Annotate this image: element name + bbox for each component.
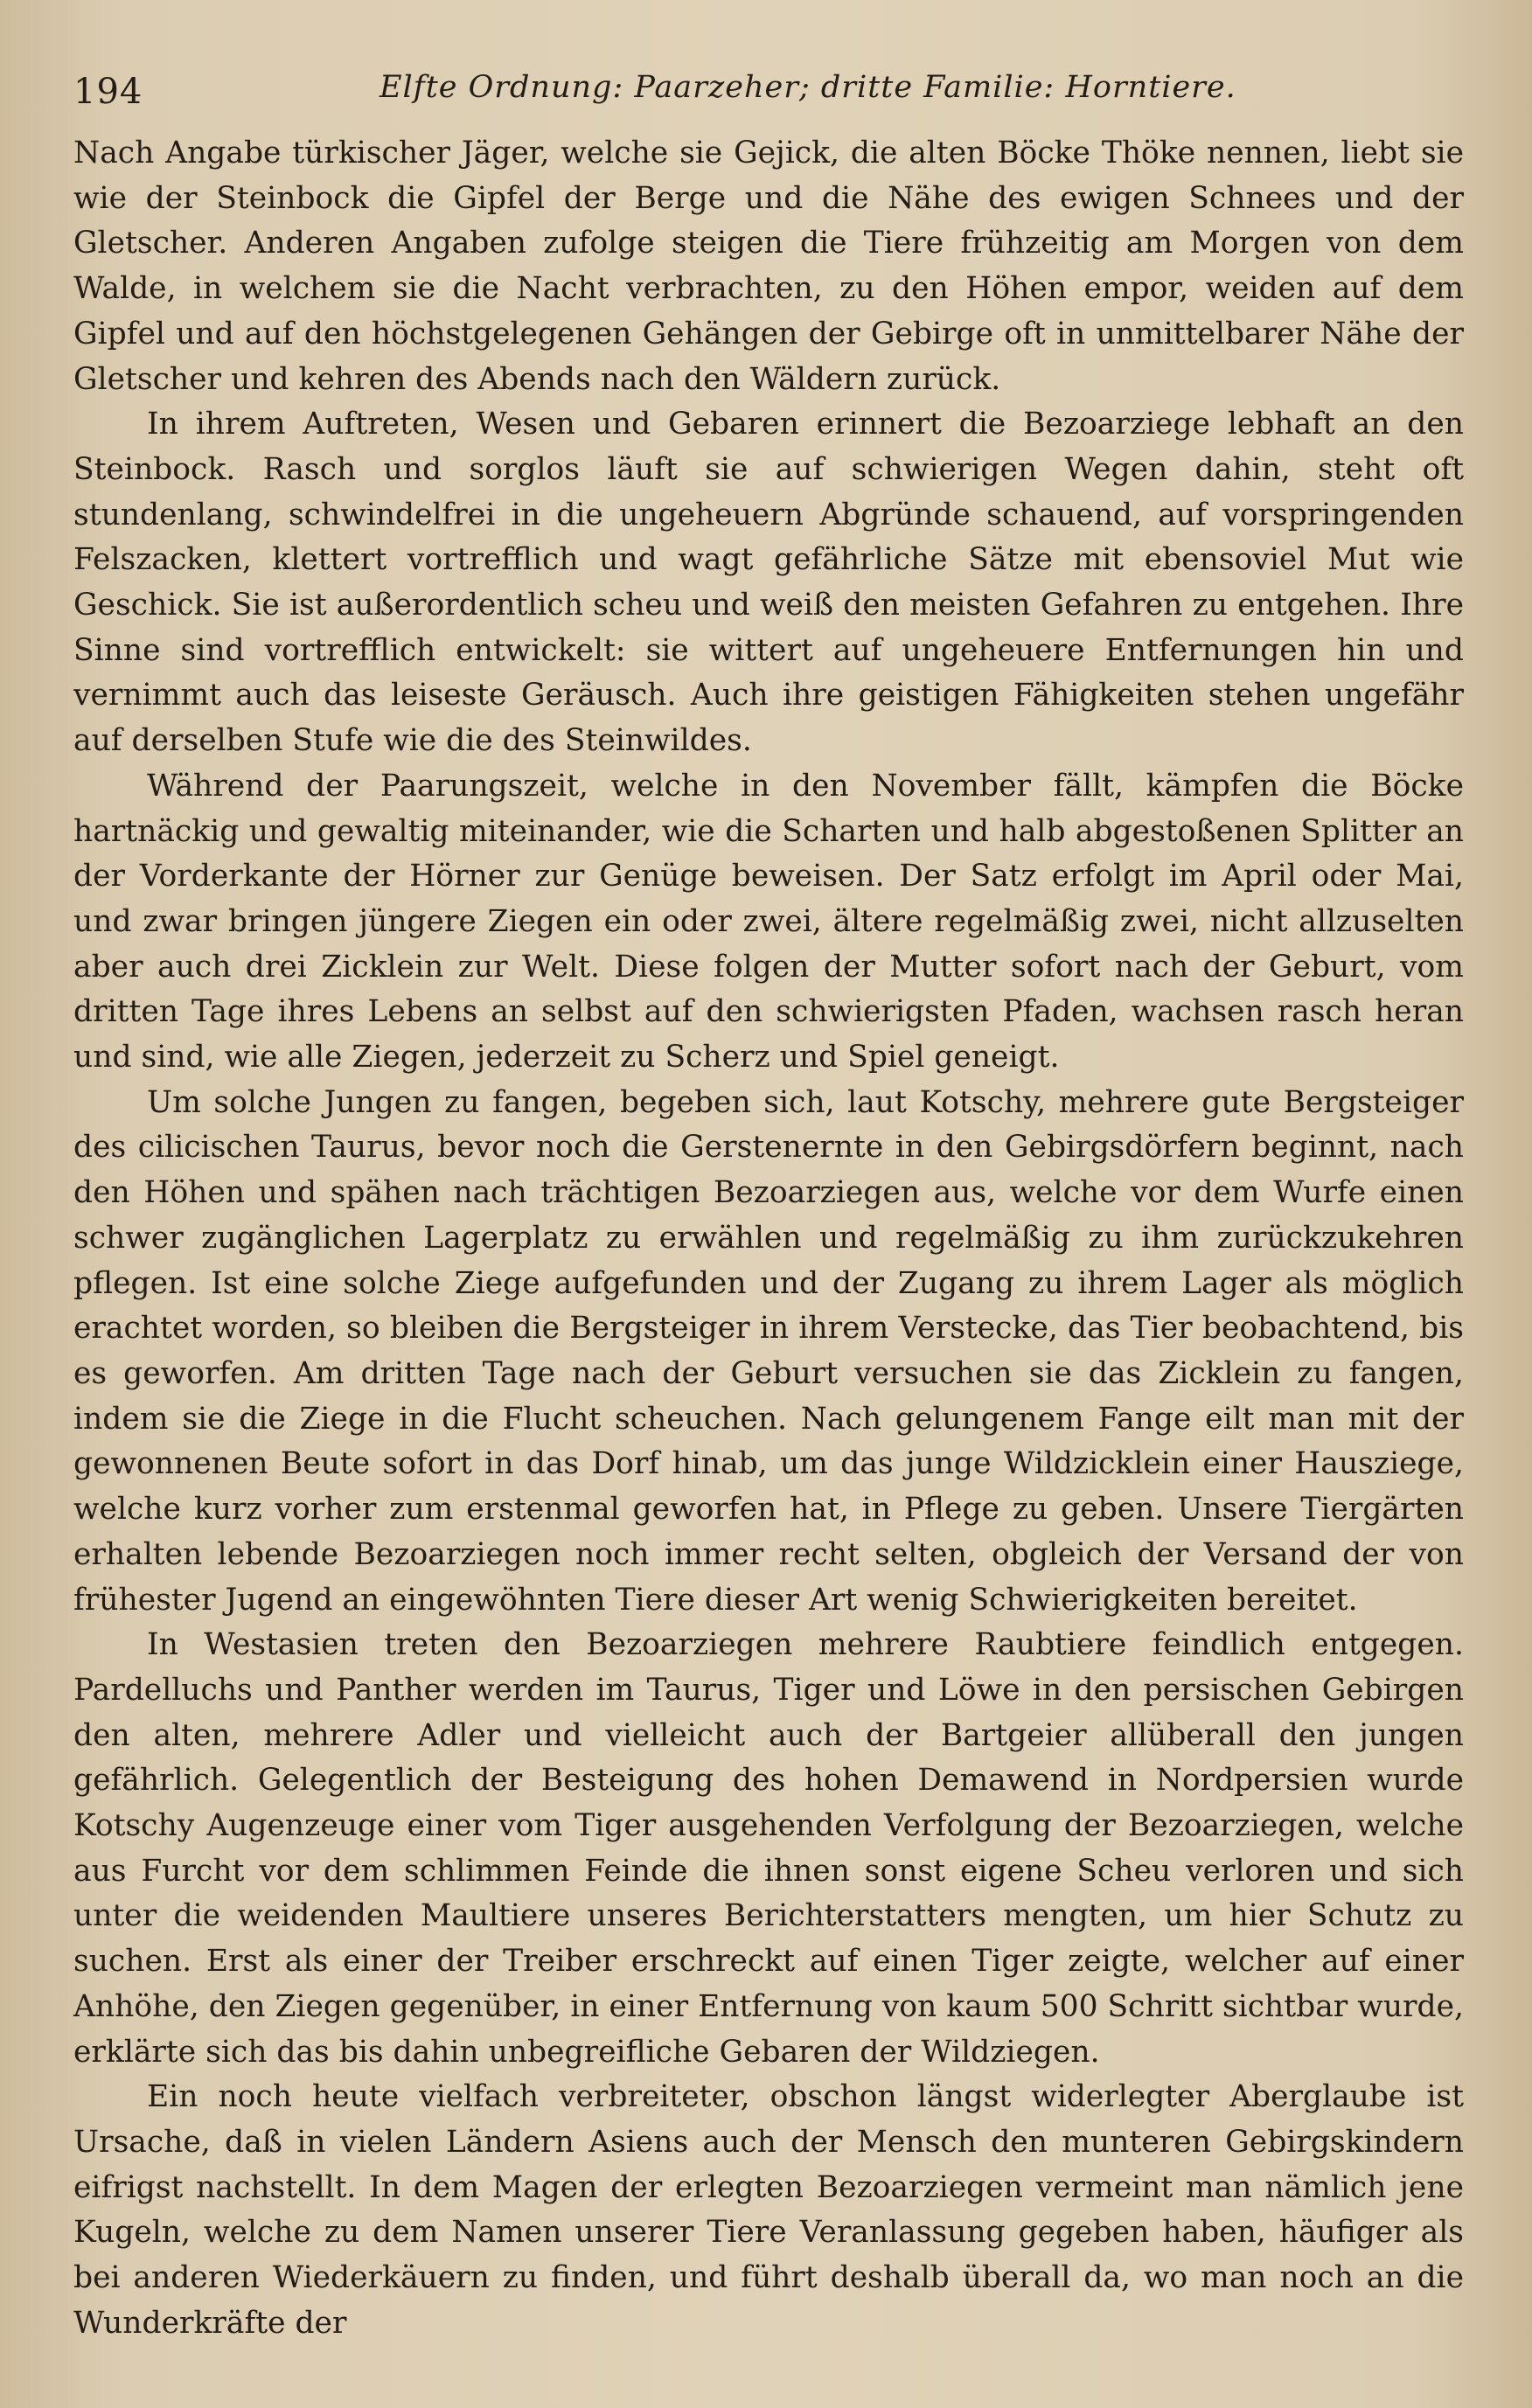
paragraph-1: Nach Angabe türkischer Jäger, welche sie Gejick, die alten Böcke Thöke nennen, liebt sie wie der Steinbock die Gipfel der Berge und die Nähe des ewigen Schnees und der Gletscher. Anderen Angaben zufolge steigen die Tiere frühzeitig am Morgen von dem Walde, in welchem sie die Nacht verbrachten, zu den Höhen empor, weiden auf dem Gipfel und auf den höchstgelegenen Gehängen der Gebirge oft in unmittelbarer Nähe der Gletscher und kehren des Abends nach den Wäldern zurück. [73,136,1464,397]
body-text [73,131,1464,2346]
paragraph-2: In ihrem Auftreten, Wesen und Gebaren erinnert die Bezoarziege lebhaft an den Steinbock. Rasch und sorglos läuft sie auf schwierigen Wegen dahin, steht oft stundenlang, schwindelfrei in die ungeheuern Abgründe schauend, auf vorspringenden Felszacken, klettert vortrefflich und wagt gefährliche Sätze mit ebensoviel Mut wie Geschick. Sie ist außerordentlich scheu und weiß den meisten Gefahren zu entgehen. Ihre Sinne sind vortrefflich entwickelt: sie wittert auf ungeheuere Entfernungen hin und vernimmt auch das leiseste Geräusch. Auch ihre geistigen Fähigkeiten stehen ungefähr auf derselben Stufe wie die des Steinwildes. [73,407,1464,759]
paragraph-5: In Westasien treten den Bezoarziegen mehrere Raubtiere feindlich entgegen. Pardelluchs und Panther werden im Taurus, Tiger und Löwe in den persischen Gebirgen den alten, mehrere Adler und vielleicht auch der Bartgeier allüberall den jungen gefährlich. Gelegentlich der Besteigung des hohen Demawend in Nordpersien wurde Kotschy Augenzeuge einer vom Tiger ausgehenden Verfolgung der Bezoarziegen, welche aus Furcht vor dem schlimmen Feinde die ihnen sonst eigene Scheu verloren und sich unter die weidenden Maultiere unseres Berichterstatters mengten, um hier Schutz zu suchen. Erst als einer der Treiber erschreckt auf einen Tiger zeigte, welcher auf einer Anhöhe, den Ziegen gegenüber, in einer Entfernung von kaum 500 Schritt sichtbar wurde, erklärte sich das bis dahin unbegreifliche Gebaren der Wildziegen. [73,1627,1464,2070]
page-number: 194 [73,72,143,112]
paragraph-3: Während der Paarungszeit, welche in den November fällt, kämpfen die Böcke hartnäckig und gewaltig miteinander, wie die Scharten und halb abgestoßenen Splitter an der Vorderkante der Hörner zur Genüge beweisen. Der Satz erfolgt im April oder Mai, und zwar bringen jüngere Ziegen ein oder zwei, ältere regelmäßig zwei, nicht allzuselten aber auch drei Zicklein zur Welt. Diese folgen der Mutter sofort nach der Geburt, vom dritten Tage ihres Lebens an selbst auf den schwierigsten Pfaden, wachsen rasch heran und sind, wie alle Ziegen, jederzeit zu Scherz und Spiel geneigt. [73,768,1464,1075]
running-head: Elfte Ordnung: Paarzeher; dritte Familie: Horntiere. [380,70,1236,105]
page-header [73,61,1464,114]
paragraph-4: Um solche Jungen zu fangen, begeben sich, laut Kotschy, mehrere gute Bergsteiger des cilicischen Taurus, bevor noch die Gerstenernte in den Gebirgsdörfern beginnt, nach den Höhen und spähen nach trächtigen Bezoarziegen aus, welche vor dem Wurfe einen schwer zugänglichen Lagerplatz zu erwählen und regelmäßig zu ihm zurückzukehren pflegen. Ist eine solche Ziege aufgefunden und der Zugang zu ihrem Lager als möglich erachtet worden, so bleiben die Bergsteiger in ihrem Verstecke, das Tier beobachtend, bis es geworfen. Am dritten Tage nach der Geburt versuchen sie das Zicklein zu fangen, indem sie die Ziege in die Flucht scheuchen. Nach gelungenem Fange eilt man mit der gewonnenen Beute sofort in das Dorf hinab, um das junge Wildzicklein einer Hausziege, welche kurz vorher zum erstenmal geworfen hat, in Pflege zu geben. Unsere Tiergärten erhalten lebende Bezoarziegen noch immer recht selten, obgleich der Versand der von frühester Jugend an eingewöhnten Tiere dieser Art wenig Schwierigkeiten bereitet. [73,1084,1464,1618]
paragraph-6: Ein noch heute vielfach verbreiteter, obschon längst widerlegter Aberglaube ist Ursache, daß in vielen Ländern Asiens auch der Mensch den munteren Gebirgskindern eifrigst nachstellt. In dem Magen der erlegten Bezoarziegen vermeint man nämlich jene Kugeln, welche zu dem Namen unserer Tiere Veranlassung gegeben haben, häufiger als bei anderen Wiederkäuern zu finden, und führt deshalb überall da, wo man noch an die Wunderkräfte der [73,2079,1464,2341]
